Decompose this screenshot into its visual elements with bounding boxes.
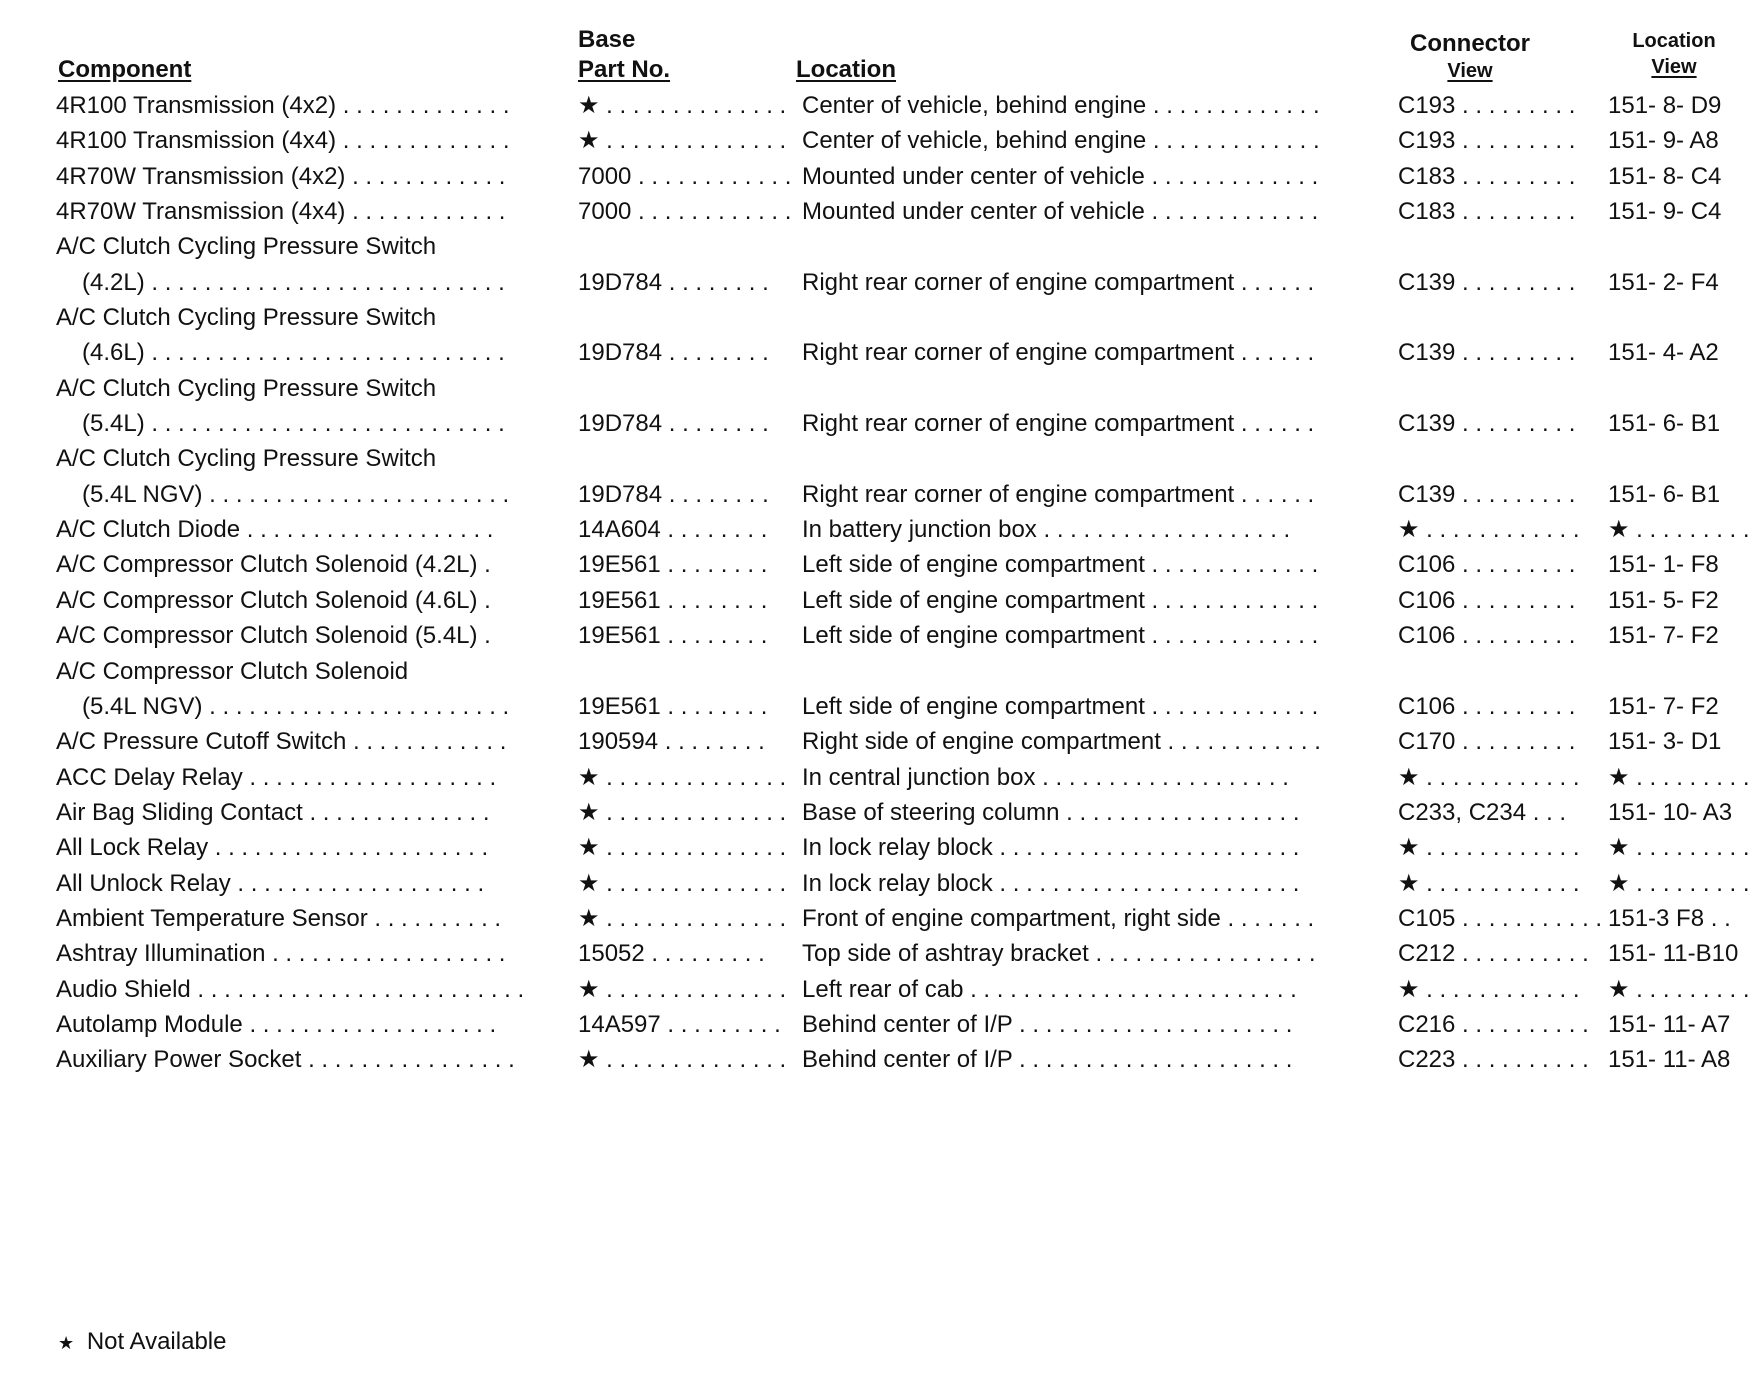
component-cell: A/C Compressor Clutch Solenoid [56, 657, 409, 685]
location-view-cell: 151-3 F8 . . [1608, 904, 1731, 932]
component-cell: A/C Clutch Cycling Pressure Switch [56, 374, 437, 402]
location-cell: Center of vehicle, behind engine . . . . . . . . . . . . . [802, 92, 1320, 119]
location-view-cell: 151- 2- F4 [1608, 268, 1719, 296]
component-cell: Auxiliary Power Socket . . . . . . . . . . . . . . . . [56, 1046, 515, 1074]
part-no-cell: 190594 . . . . . . . . [578, 728, 765, 756]
header-connector-view [1384, 30, 1556, 84]
part-no-cell: 19E561 . . . . . . . . [578, 551, 768, 579]
table-row [0, 830, 1758, 865]
table-row [0, 689, 1758, 724]
location-cell: In battery junction box . . . . . . . . . . . . . . . . . . . [802, 516, 1291, 544]
part-no-cell: 19D784 . . . . . . . . [578, 480, 769, 508]
location-view-cell: 151- 4- A2 [1608, 339, 1719, 367]
component-cell: ACC Delay Relay . . . . . . . . . . . . . . . . . . . [56, 763, 497, 791]
part-no-cell: ★ . . . . . . . . . . . . . . [578, 92, 787, 119]
component-cell: A/C Compressor Clutch Solenoid (4.6L) . [56, 586, 491, 614]
location-view-cell: 151- 8- C4 [1608, 162, 1722, 190]
part-no-cell: 7000 . . . . . . . . . . . . [578, 198, 792, 226]
connector-cell: ★ . . . . . . . . . . . . [1398, 975, 1580, 1003]
connector-cell: C139 . . . . . . . . . [1398, 339, 1576, 367]
component-cell: (5.4L NGV) . . . . . . . . . . . . . . . . . . . . . . . [82, 480, 510, 508]
location-cell: Mounted under center of vehicle . . . . . . . . . . . . . [802, 162, 1319, 190]
connector-cell: C183 . . . . . . . . . [1398, 198, 1576, 226]
component-cell: Ambient Temperature Sensor . . . . . . . . . . [56, 904, 502, 932]
component-cell: A/C Clutch Cycling Pressure Switch [56, 445, 437, 473]
connector-cell: C106 . . . . . . . . . [1398, 622, 1576, 650]
table-row [0, 654, 1758, 689]
component-cell: (4.2L) . . . . . . . . . . . . . . . . . . . . . . . . . . . [82, 268, 505, 296]
location-cell: Right rear corner of engine compartment . . . . . . [802, 410, 1315, 438]
location-view-cell: 151- 6- B1 [1608, 480, 1721, 508]
connector-cell: ★ . . . . . . . . . . . . [1398, 834, 1580, 862]
table-row [0, 795, 1758, 830]
connector-cell: C139 . . . . . . . . . [1398, 410, 1576, 438]
component-cell: 4R100 Transmission (4x4) . . . . . . . . . . . . . [56, 127, 510, 155]
part-no-cell: ★ . . . . . . . . . . . . . . [578, 904, 787, 932]
location-cell: Front of engine compartment, right side . . . . . . . [802, 904, 1315, 932]
location-view-cell: 151- 1- F8 [1608, 551, 1719, 579]
location-view-cell: ★ . . . . . . . . . [1608, 763, 1750, 791]
table-row [0, 866, 1758, 901]
part-no-cell: 19D784 . . . . . . . . [578, 339, 769, 367]
component-cell: Ashtray Illumination . . . . . . . . . . . . . . . . . . [56, 940, 506, 968]
component-cell: All Unlock Relay . . . . . . . . . . . . . . . . . . . [56, 869, 485, 897]
location-view-cell: 151- 3- D1 [1608, 728, 1722, 756]
part-no-cell: ★ . . . . . . . . . . . . . . [578, 127, 787, 155]
location-view-cell: 151- 5- F2 [1608, 586, 1719, 614]
location-cell: Right rear corner of engine compartment . . . . . . [802, 268, 1315, 296]
header-location-label: Location [796, 56, 896, 83]
component-cell: 4R100 Transmission (4x2) . . . . . . . . . . . . . [56, 92, 510, 119]
header-base-label: Base [578, 26, 636, 53]
component-cell: Audio Shield . . . . . . . . . . . . . . . . . . . . . . . . . [56, 975, 525, 1003]
part-no-cell: 19E561 . . . . . . . . [578, 622, 768, 650]
header-part-no-label: Part No. [578, 56, 671, 83]
location-view-cell: 151- 11- A7 [1608, 1010, 1731, 1038]
component-cell: A/C Compressor Clutch Solenoid (4.2L) . [56, 551, 491, 579]
table-row [0, 1007, 1758, 1042]
location-view-cell: 151- 9- C4 [1608, 198, 1722, 226]
location-cell: Behind center of I/P . . . . . . . . . . . . . . . . . . . . . [802, 1046, 1293, 1074]
component-cell: All Lock Relay . . . . . . . . . . . . . . . . . . . . . [56, 834, 489, 862]
table-row [0, 724, 1758, 759]
table-row [0, 194, 1758, 229]
location-cell: In lock relay block . . . . . . . . . . . . . . . . . . . . . . . [802, 834, 1300, 862]
part-no-cell: 15052 . . . . . . . . . [578, 940, 765, 968]
component-cell: A/C Pressure Cutoff Switch . . . . . . . . . . . . [56, 728, 507, 756]
part-no-cell: 7000 . . . . . . . . . . . . [578, 162, 792, 190]
location-view-cell: 151- 8- D9 [1608, 92, 1722, 119]
header-component-label: Component [58, 56, 192, 83]
connector-cell: C105 . . . . . . . . . . . [1398, 904, 1603, 932]
connector-cell: C170 . . . . . . . . . [1398, 728, 1576, 756]
part-no-cell: ★ . . . . . . . . . . . . . . [578, 763, 787, 791]
table-row [0, 901, 1758, 936]
connector-cell: ★ . . . . . . . . . . . . [1398, 869, 1580, 897]
component-table [0, 88, 1758, 1078]
part-no-cell: 19E561 . . . . . . . . [578, 586, 768, 614]
location-view-cell: ★ . . . . . . . . . [1608, 975, 1750, 1003]
connector-cell: C223 . . . . . . . . . . [1398, 1046, 1589, 1074]
table-row [0, 265, 1758, 300]
location-view-cell: ★ . . . . . . . . . [1608, 516, 1750, 544]
component-cell: A/C Clutch Cycling Pressure Switch [56, 304, 437, 332]
connector-cell: C216 . . . . . . . . . . [1398, 1010, 1589, 1038]
location-view-cell: 151- 7- F2 [1608, 622, 1719, 650]
table-row [0, 477, 1758, 512]
location-cell: Left side of engine compartment . . . . . . . . . . . . . [802, 586, 1319, 614]
component-cell: (5.4L NGV) . . . . . . . . . . . . . . . . . . . . . . . [82, 692, 510, 720]
header-location-view [1604, 28, 1744, 80]
table-row [0, 1042, 1758, 1077]
part-no-cell: ★ . . . . . . . . . . . . . . [578, 869, 787, 897]
component-cell: 4R70W Transmission (4x4) . . . . . . . . . . . . [56, 198, 506, 226]
connector-cell: C193 . . . . . . . . . [1398, 92, 1576, 119]
table-row [0, 583, 1758, 618]
location-cell: Top side of ashtray bracket . . . . . . . . . . . . . . . . . [802, 940, 1316, 968]
header-connector-label: Connector [1410, 30, 1530, 57]
location-cell: Right rear corner of engine compartment . . . . . . [802, 480, 1315, 508]
location-cell: Right rear corner of engine compartment . . . . . . [802, 339, 1315, 367]
location-cell: Left rear of cab . . . . . . . . . . . . . . . . . . . . . . . . . [802, 975, 1297, 1003]
connector-cell: ★ . . . . . . . . . . . . [1398, 763, 1580, 791]
table-row [0, 760, 1758, 795]
connector-cell: C183 . . . . . . . . . [1398, 162, 1576, 190]
header-base-part-no [578, 26, 670, 84]
table-row [0, 229, 1758, 264]
connector-cell: C106 . . . . . . . . . [1398, 551, 1576, 579]
connector-cell: C139 . . . . . . . . . [1398, 480, 1576, 508]
connector-cell: C106 . . . . . . . . . [1398, 586, 1576, 614]
star-icon: ★ [58, 1333, 75, 1353]
table-row [0, 88, 1758, 123]
location-view-cell: 151- 7- F2 [1608, 692, 1719, 720]
location-cell: Mounted under center of vehicle . . . . . . . . . . . . . [802, 198, 1319, 226]
connector-cell: C212 . . . . . . . . . . [1398, 940, 1589, 968]
footnote [58, 1327, 226, 1358]
connector-cell: C106 . . . . . . . . . [1398, 692, 1576, 720]
part-no-cell: 14A604 . . . . . . . . [578, 516, 768, 544]
component-cell: A/C Clutch Diode . . . . . . . . . . . . . . . . . . . [56, 516, 494, 544]
table-row [0, 123, 1758, 158]
part-no-cell: ★ . . . . . . . . . . . . . . [578, 798, 787, 826]
header-component [58, 56, 191, 84]
component-cell: A/C Clutch Cycling Pressure Switch [56, 233, 437, 261]
part-no-cell: 19E561 . . . . . . . . [578, 692, 768, 720]
location-cell: In central junction box . . . . . . . . . . . . . . . . . . . [802, 763, 1289, 791]
component-cell: Air Bag Sliding Contact . . . . . . . . . . . . . . [56, 798, 490, 826]
part-no-cell: ★ . . . . . . . . . . . . . . [578, 975, 787, 1003]
table-row [0, 371, 1758, 406]
location-view-cell: ★ . . . . . . . . . [1608, 869, 1750, 897]
connector-cell: C139 . . . . . . . . . [1398, 268, 1576, 296]
part-no-cell: 14A597 . . . . . . . . . [578, 1010, 781, 1038]
component-cell: (5.4L) . . . . . . . . . . . . . . . . . . . . . . . . . . . [82, 410, 505, 438]
table-row [0, 972, 1758, 1007]
header-location [796, 56, 896, 84]
location-cell: Left side of engine compartment . . . . . . . . . . . . . [802, 692, 1319, 720]
location-cell: Left side of engine compartment . . . . . . . . . . . . . [802, 622, 1319, 650]
location-view-cell: 151- 11-B10 [1608, 940, 1739, 968]
location-cell: In lock relay block . . . . . . . . . . . . . . . . . . . . . . . [802, 869, 1300, 897]
location-view-cell: 151- 9- A8 [1608, 127, 1719, 155]
part-no-cell: ★ . . . . . . . . . . . . . . [578, 834, 787, 862]
component-cell: Autolamp Module . . . . . . . . . . . . . . . . . . . [56, 1010, 497, 1038]
part-no-cell: 19D784 . . . . . . . . [578, 410, 769, 438]
table-row [0, 936, 1758, 971]
table-row [0, 335, 1758, 370]
component-cell: A/C Compressor Clutch Solenoid (5.4L) . [56, 622, 491, 650]
table-row [0, 618, 1758, 653]
location-view-cell: 151- 10- A3 [1608, 798, 1733, 826]
location-cell: Center of vehicle, behind engine . . . . . . . . . . . . . [802, 127, 1320, 155]
part-no-cell: ★ . . . . . . . . . . . . . . [578, 1046, 787, 1074]
location-view-cell: ★ . . . . . . . . . [1608, 834, 1750, 862]
part-no-cell: 19D784 . . . . . . . . [578, 268, 769, 296]
location-cell: Right side of engine compartment . . . . . . . . . . . . [802, 728, 1321, 756]
header-location-view-label: View [1651, 56, 1697, 78]
table-row [0, 441, 1758, 476]
table-row [0, 406, 1758, 441]
location-cell: Left side of engine compartment . . . . . . . . . . . . . [802, 551, 1319, 579]
header-connector-view-label: View [1447, 60, 1493, 82]
location-cell: Behind center of I/P . . . . . . . . . . . . . . . . . . . . . [802, 1010, 1293, 1038]
location-view-cell: 151- 11- A8 [1608, 1046, 1731, 1074]
connector-cell: ★ . . . . . . . . . . . . [1398, 516, 1580, 544]
footnote-text: Not Available [86, 1328, 227, 1355]
table-row [0, 159, 1758, 194]
location-cell: Base of steering column . . . . . . . . . . . . . . . . . . [802, 798, 1300, 826]
component-cell: 4R70W Transmission (4x2) . . . . . . . . . . . . [56, 162, 506, 190]
table-row [0, 547, 1758, 582]
connector-cell: C193 . . . . . . . . . [1398, 127, 1576, 155]
connector-cell: C233, C234 . . . [1398, 798, 1567, 826]
table-row [0, 512, 1758, 547]
header-location-view-top-label: Location [1632, 30, 1716, 52]
component-cell: (4.6L) . . . . . . . . . . . . . . . . . . . . . . . . . . . [82, 339, 505, 367]
table-row [0, 300, 1758, 335]
location-view-cell: 151- 6- B1 [1608, 410, 1721, 438]
